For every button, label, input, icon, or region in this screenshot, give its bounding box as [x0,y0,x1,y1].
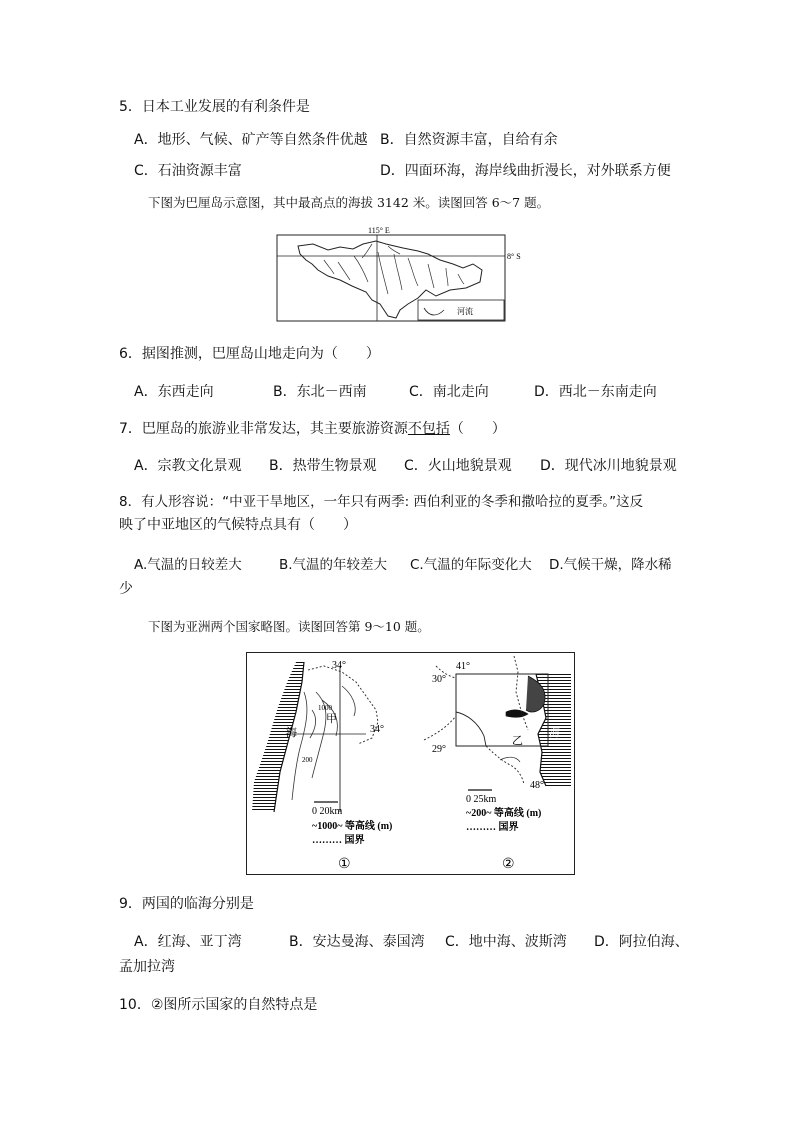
q9-option-a: A．红海、亚丁湾 [134,934,242,950]
q9-option-c: C．地中海、波斯湾 [445,934,567,950]
q8-option-d: D.气候干燥，降水稀 [549,557,672,573]
intro-6-7: 下图为巴厘岛示意图，其中最高点的海拔 3142 米。读图回答 6～7 题。 [148,195,550,210]
q6-option-d: D．西北－东南走向 [534,384,657,400]
map2-lon-41: 41° [456,661,470,672]
q6-option-b: B．东北－西南 [273,384,367,400]
map1-legend-border: ……… 国界 [312,835,365,846]
q6-option-c: C．南北走向 [409,384,489,400]
map-1 [252,660,392,872]
q5-option-c: C．石油资源丰富 [134,163,242,179]
q6-option-a: A．东西走向 [134,384,214,400]
q8-stem-line2: 映了中亚地区的气候特点具有（ ） [119,517,357,533]
map1-number: ① [338,857,351,872]
map2-country: 乙 [512,735,523,747]
map2-number: ② [502,857,515,872]
q9-option-b: B．安达曼海、泰国湾 [289,934,425,950]
q9-stem: 9．两国的临海分别是 [119,896,254,912]
q5-option-b: B．自然资源丰富，自给有余 [380,132,558,148]
map2-scale: 0 25km [466,794,497,805]
map2-lat-30: 30° [432,674,446,685]
q5-option-a: A．地形、气候、矿产等自然条件优越 [134,132,368,148]
map1-country: 甲 [326,713,337,725]
bali-legend-label: 河流 [457,307,473,316]
q7-stem-emphasis: 不包括 [407,421,450,437]
map2-lat-29: 29° [432,744,446,755]
q9-option-d-wrap: 孟加拉湾 [119,959,175,975]
map2-sea: 海 [549,727,560,739]
q7-stem-b: （ ） [449,421,506,437]
q7-stem-a: 7．巴厘岛的旅游业非常发达，其主要旅游资源 [119,421,408,437]
q8-option-a: A.气温的日较差大 [134,557,242,573]
map1-legend-contour: ~1000~ 等高线 (m) [312,821,393,832]
q9-option-d: D．阿拉伯海、 [594,934,689,950]
map2-lon-48: 48° [530,780,544,791]
map1-sea: 海 [286,727,297,739]
map1-lat-top: 34° [332,660,346,671]
map1-lat-right: 34° [370,724,384,735]
intro-9-10: 下图为亚洲两个国家略图。读图回答第 9～10 题。 [148,619,430,634]
q7-option-c: C．火山地貌景观 [404,458,512,474]
q5-option-d: D．四面环海，海岸线曲折漫长，对外联系方便 [380,163,671,179]
bali-lat-label: 8° S [507,252,521,261]
q10-stem: 10．②图所示国家的自然特点是 [119,997,318,1013]
map1-contour-1000: 1000 [318,704,332,712]
q6-stem: 6．据图推测，巴厘岛山地走向为（ ） [119,346,380,362]
map1-contour-200: 200 [302,756,313,764]
asia-maps-figure [246,652,575,875]
map-2 [424,656,571,872]
q7-option-b: B．热带生物景观 [269,458,377,474]
q7-option-a: A．宗教文化景观 [134,458,242,474]
bali-lon-label: 115° E [368,226,390,235]
q7-stem [119,419,506,439]
map2-legend-contour: ~200~ 等高线 (m) [466,808,542,819]
bali-map [268,224,530,324]
map1-scale: 0 20km [312,806,343,817]
q8-option-d-wrap: 少 [119,581,133,597]
q7-option-d: D．现代冰川地貌景观 [540,458,677,474]
q8-stem-line1: 8．有人形容说：“中亚干旱地区，一年只有两季: 西伯利亚的冬季和撒哈拉的夏季。”这反 [119,494,644,510]
q5-stem: 5．日本工业发展的有利条件是 [119,99,310,115]
q8-option-c: C.气温的年际变化大 [410,557,532,573]
map2-legend-border: ……… 国界 [466,822,519,833]
q8-option-b: B.气温的年较差大 [279,557,388,573]
